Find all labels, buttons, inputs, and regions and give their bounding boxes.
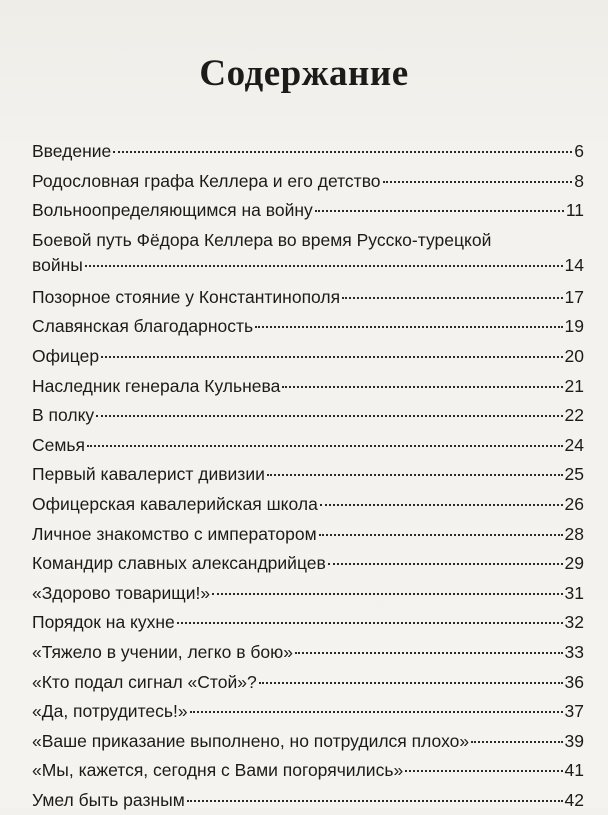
dot-leader (320, 504, 563, 506)
dot-leader (328, 563, 563, 565)
toc-entry-page: 41 (564, 760, 584, 781)
toc-entry[interactable] (32, 226, 584, 283)
toc-entry[interactable] (32, 579, 584, 609)
toc-entry[interactable] (32, 490, 584, 520)
toc-entry-title: «Кто подал сигнал «Стой»? (32, 671, 257, 692)
dot-leader (113, 151, 572, 153)
toc-entry[interactable] (32, 756, 584, 786)
toc-entry[interactable] (32, 786, 584, 815)
toc-entry-title: «Ваше приказание выполнено, но потрудился плохо» (32, 730, 470, 751)
toc-entry-title: «Мы, кажется, сегодня с Вами погорячились» (32, 760, 404, 781)
toc-entry-title: Личное знакомство с императором (32, 523, 317, 544)
dot-leader (85, 265, 563, 267)
dot-leader (255, 326, 562, 328)
toc-entry[interactable] (32, 520, 584, 550)
toc-entry-title: Славянская благодарность (32, 316, 254, 337)
toc-entry[interactable] (32, 372, 584, 402)
toc-entry-title: Боевой путь Фёдора Келлера во время Русско-турецкой (32, 229, 492, 250)
toc-entry[interactable] (32, 196, 584, 226)
toc-entry-title: «Здорово товарищи!» (32, 582, 211, 603)
toc-entry[interactable] (32, 283, 584, 313)
toc-entry-page: 8 (574, 170, 584, 191)
toc-entry-title: Родословная графа Келлера и его детство (32, 170, 381, 191)
dot-leader (87, 445, 563, 447)
dot-leader (101, 356, 562, 358)
page-title: Содержание (199, 53, 409, 94)
dot-leader (177, 622, 563, 624)
toc-entry[interactable] (32, 431, 584, 461)
toc-entry[interactable] (32, 727, 584, 757)
toc-entry[interactable] (32, 638, 584, 668)
toc-entry-page: 36 (564, 671, 584, 692)
toc-entry-page: 33 (564, 641, 584, 662)
toc-entry[interactable] (32, 137, 584, 167)
toc-entry-page: 6 (574, 141, 584, 161)
toc-entry-title: В полку (32, 405, 95, 426)
toc-entry-title: «Да, потрудитесь!» (32, 701, 188, 722)
dot-leader (319, 534, 563, 536)
toc-entry-page: 37 (564, 701, 584, 722)
toc-entry-page: 24 (564, 434, 584, 455)
toc-entry-title: Введение (32, 141, 112, 161)
toc-entry-page: 25 (564, 464, 584, 485)
dot-leader (190, 711, 563, 713)
toc-entry-page: 22 (564, 405, 584, 426)
dot-leader (405, 770, 562, 772)
toc-entry[interactable] (32, 342, 584, 372)
toc-entry[interactable] (32, 401, 584, 431)
toc-entry-title: Командир славных александрийцев (32, 553, 326, 574)
toc-entry-page: 21 (564, 375, 584, 396)
toc-entry-page: 17 (564, 286, 584, 307)
toc-entry-page: 20 (564, 345, 584, 366)
toc-entry-title: Вольноопределяющимся на войну (32, 200, 313, 221)
toc-entry[interactable] (32, 608, 584, 638)
toc-entry-title: Семья (32, 434, 85, 455)
toc-entry-title-continued: войны (32, 254, 83, 275)
toc-entry[interactable] (32, 697, 584, 727)
toc-entry-page: 19 (564, 316, 584, 337)
dot-leader (96, 415, 562, 417)
toc-entry-title: Офицерская кавалерийская школа (32, 493, 318, 514)
toc-entry-page: 29 (564, 553, 584, 574)
toc-entry-title: Позорное стояние у Константинополя (32, 286, 341, 307)
toc-entry-title: Офицер (32, 345, 100, 366)
toc-entry-page: 31 (564, 582, 584, 603)
toc-entry-page: 42 (564, 789, 584, 810)
toc-entry-page: 14 (564, 254, 584, 275)
dot-leader (383, 181, 573, 183)
dot-leader (267, 474, 563, 476)
toc-entry-title: «Тяжело в учении, легко в бою» (32, 641, 294, 662)
dot-leader (315, 210, 564, 212)
toc-entry-page: 26 (564, 493, 584, 514)
toc-entry[interactable] (32, 668, 584, 698)
toc-entry[interactable] (32, 549, 584, 579)
toc-entry[interactable] (32, 460, 584, 490)
toc-entry-title: Наследник генерала Кульнева (32, 375, 281, 396)
toc-entry[interactable] (32, 312, 584, 342)
dot-leader (259, 682, 563, 684)
toc-entry-title: Умел быть разным (32, 789, 185, 810)
dot-leader (212, 593, 562, 595)
dot-leader (187, 800, 563, 802)
dot-leader (342, 297, 562, 299)
toc-entry-title: Первый кавалерист дивизии (32, 464, 265, 485)
toc-entry-page: 32 (564, 612, 584, 633)
toc-entry[interactable] (32, 167, 584, 197)
toc-entry-title: Порядок на кухне (32, 612, 175, 633)
dot-leader (282, 386, 562, 388)
table-of-contents (32, 137, 584, 815)
dot-leader (295, 652, 563, 654)
toc-entry-page: 11 (565, 200, 584, 221)
toc-entry-page: 39 (564, 730, 584, 751)
dot-leader (471, 741, 562, 743)
toc-entry-page: 28 (564, 523, 584, 544)
